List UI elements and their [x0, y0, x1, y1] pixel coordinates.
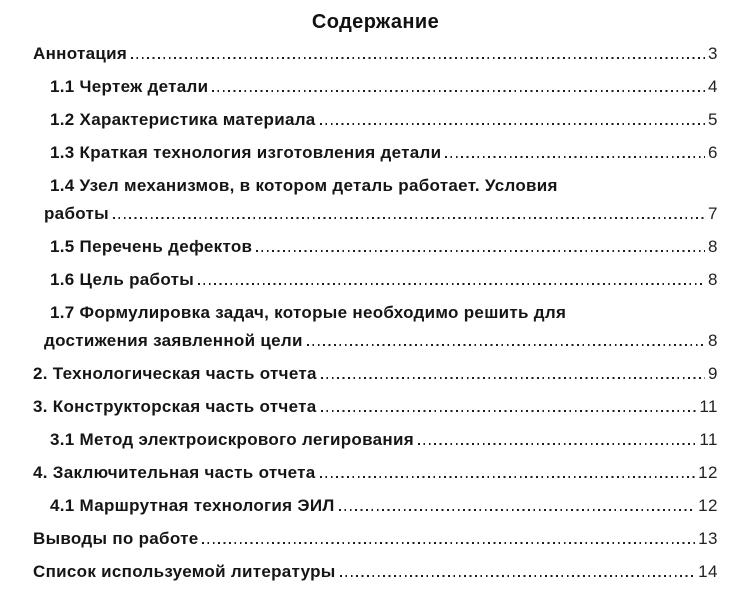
- toc-entries: [0, 40, 734, 586]
- toc-entry[interactable]: [0, 525, 718, 553]
- toc-entry[interactable]: [0, 73, 718, 101]
- toc-entry[interactable]: [0, 172, 718, 228]
- toc-entry-line-last: [33, 393, 718, 421]
- toc-entry-line-last: [44, 233, 718, 261]
- toc-page-number: 4: [708, 77, 718, 96]
- toc-entry-label: 4. Заключительная часть отчета: [33, 463, 316, 482]
- toc-entry-label: 1.2 Характеристика материала: [50, 110, 316, 129]
- toc-page-number: 14: [698, 562, 718, 581]
- dot-leader: [321, 377, 705, 379]
- toc-entry-line-last: [44, 327, 718, 355]
- toc-entry-label: 1.6 Цель работы: [50, 270, 195, 289]
- toc-entry-line-last: [33, 459, 718, 487]
- toc-entry-label: 3. Конструкторская часть отчета: [33, 397, 317, 416]
- toc-entry-label: 1.4 Узел механизмов, в котором деталь работает. Условия: [50, 176, 558, 195]
- toc-entry-line-last: [44, 492, 718, 520]
- dot-leader: [307, 344, 705, 346]
- toc-entry-line-last: [44, 200, 718, 228]
- toc-entry-label: 1.7 Формулировка задач, которые необходимо решить для: [50, 303, 567, 322]
- toc-entry-line-last: [44, 106, 718, 134]
- dot-leader: [321, 410, 697, 412]
- toc-page-number: 11: [699, 430, 718, 449]
- toc-page-number: 7: [708, 204, 718, 223]
- dot-leader: [418, 443, 696, 445]
- toc-entry-label: достижения заявленной цели: [44, 331, 303, 350]
- toc-entry[interactable]: [0, 139, 718, 167]
- toc-entry-line-last: [33, 360, 718, 388]
- toc-entry-line: [44, 299, 718, 327]
- dot-leader: [212, 90, 705, 92]
- toc-page-number: 12: [698, 463, 718, 482]
- toc-entry[interactable]: [0, 233, 718, 261]
- toc-page-number: 9: [708, 364, 718, 383]
- toc-page-number: 5: [708, 110, 718, 129]
- toc-entry[interactable]: [0, 426, 718, 454]
- toc-page-number: 6: [708, 143, 718, 162]
- dot-leader: [131, 57, 705, 59]
- toc-entry[interactable]: [0, 492, 718, 520]
- dot-leader: [113, 217, 705, 219]
- dot-leader: [198, 283, 705, 285]
- toc-entry-line-last: [33, 558, 718, 586]
- toc-entry[interactable]: [0, 459, 718, 487]
- toc-page-number: 8: [708, 237, 718, 256]
- toc-entry-label: 1.5 Перечень дефектов: [50, 237, 253, 256]
- dot-leader: [202, 542, 695, 544]
- toc-entry-label: Список используемой литературы: [33, 562, 336, 581]
- toc-entry-label: 3.1 Метод электроискрового легирования: [50, 430, 414, 449]
- toc-entry-label: 2. Технологическая часть отчета: [33, 364, 317, 383]
- toc-entry[interactable]: [0, 360, 718, 388]
- toc-entry-line-last: [44, 426, 718, 454]
- toc-page-number: 13: [698, 529, 718, 548]
- toc-entry[interactable]: [0, 106, 718, 134]
- toc-entry-line: [44, 172, 718, 200]
- toc-entry-line-last: [33, 525, 718, 553]
- toc-entry-line-last: [44, 139, 718, 167]
- toc-entry[interactable]: [0, 266, 718, 294]
- toc-entry-label: 1.1 Чертеж детали: [50, 77, 209, 96]
- dot-leader: [339, 509, 696, 511]
- toc-page-number: 8: [708, 270, 718, 289]
- toc-entry-label: Выводы по работе: [33, 529, 199, 548]
- dot-leader: [340, 575, 695, 577]
- toc-entry-label: 4.1 Маршрутная технология ЭИЛ: [50, 496, 335, 515]
- toc-entry-line-last: [44, 266, 718, 294]
- toc-entry[interactable]: [0, 393, 718, 421]
- toc-page-number: 11: [699, 397, 718, 416]
- toc-entry-label: 1.3 Краткая технология изготовления детали: [50, 143, 442, 162]
- toc-title: Содержание: [311, 11, 440, 33]
- toc-entry-line-last: [44, 73, 718, 101]
- toc-entry-line-last: [33, 40, 718, 68]
- toc-entry-label: Аннотация: [33, 44, 128, 63]
- toc-page-number: 3: [708, 44, 718, 63]
- dot-leader: [320, 476, 696, 478]
- toc-entry[interactable]: [0, 558, 718, 586]
- toc-page-number: 12: [698, 496, 718, 515]
- toc-entry[interactable]: [0, 299, 718, 355]
- toc-entry[interactable]: [0, 40, 718, 68]
- dot-leader: [256, 250, 705, 252]
- dot-leader: [445, 156, 705, 158]
- dot-leader: [320, 123, 705, 125]
- toc-page-number: 8: [708, 331, 718, 350]
- toc-entry-label: работы: [44, 204, 109, 223]
